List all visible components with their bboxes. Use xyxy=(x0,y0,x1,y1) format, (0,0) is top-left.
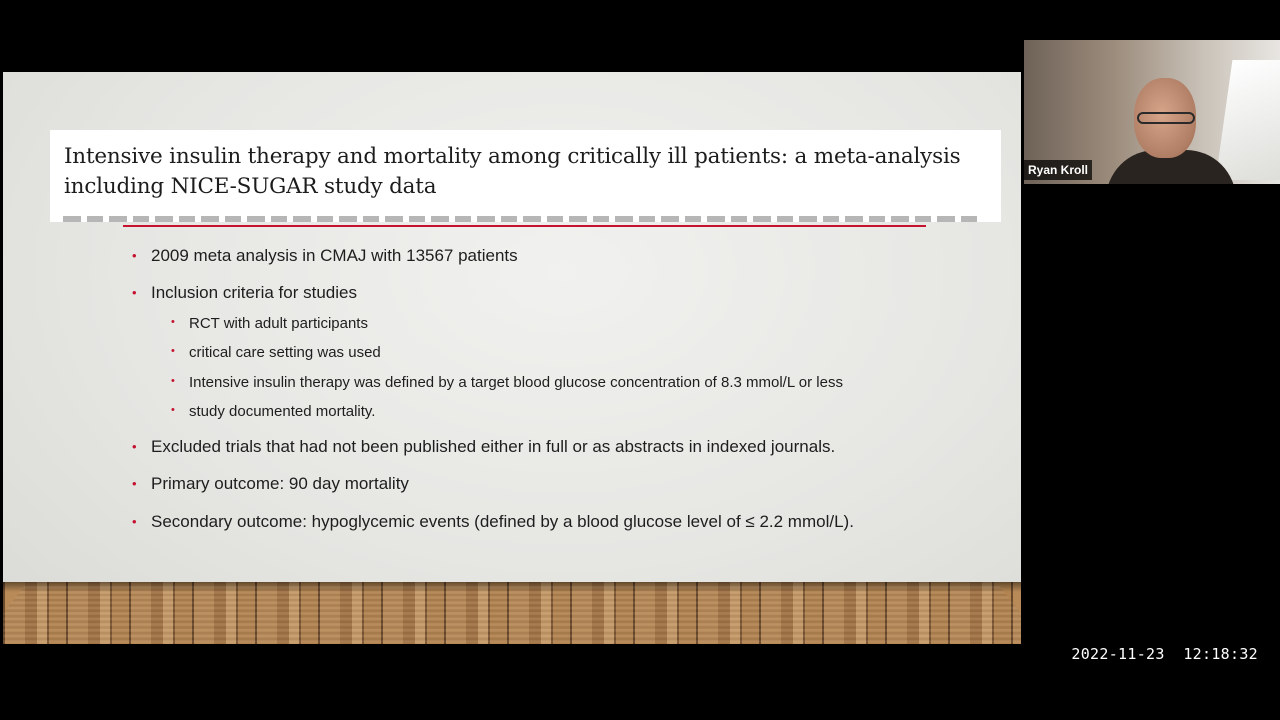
bullet-marker: • xyxy=(132,476,137,491)
sub-bullet-item xyxy=(171,315,368,332)
bullet-item xyxy=(132,474,409,494)
authors-line xyxy=(63,216,983,222)
slide-content xyxy=(3,72,1021,582)
bullet-marker: • xyxy=(171,375,175,387)
bullet-marker: • xyxy=(171,404,175,416)
bullet-marker: • xyxy=(132,514,137,529)
bullet-item xyxy=(132,437,836,457)
title-box xyxy=(50,130,1001,222)
bullet-item xyxy=(132,512,854,532)
presentation-slide xyxy=(3,72,1021,644)
participant-name-label: Ryan Kroll xyxy=(1024,160,1092,180)
bullet-text: Inclusion criteria for studies xyxy=(151,283,357,302)
bullet-marker: • xyxy=(132,439,137,454)
bullet-marker: • xyxy=(171,316,175,328)
sub-bullet-item xyxy=(171,374,843,391)
bullet-item xyxy=(132,283,357,303)
background-window xyxy=(1216,60,1280,180)
wood-grain-texture xyxy=(3,586,1021,642)
glasses xyxy=(1137,112,1195,124)
recording-timestamp: 2022-11-23 12:18:32 xyxy=(1071,645,1258,663)
bullet-text: 2009 meta analysis in CMAJ with 13567 patients xyxy=(151,246,518,265)
bullet-text: critical care setting was used xyxy=(189,344,381,361)
sub-bullet-item xyxy=(171,344,381,361)
bullet-marker: • xyxy=(171,345,175,357)
bullet-text: Intensive insulin therapy was defined by a target blood glucose concentration of 8.3 mmol/L or less xyxy=(189,374,843,391)
bullet-marker: • xyxy=(132,248,137,263)
wood-floor-background xyxy=(3,582,1021,644)
bullet-text: Secondary outcome: hypoglycemic events (defined by a blood glucose level of ≤ 2.2 mmol/L). xyxy=(151,512,854,531)
bullet-text: Excluded trials that had not been published either in full or as abstracts in indexed journals. xyxy=(151,437,836,456)
slide-title: Intensive insulin therapy and mortality among critically ill patients: a meta-analysis including NICE-SUGAR study data xyxy=(64,144,961,199)
bullet-marker: • xyxy=(132,285,137,300)
bullet-text: Primary outcome: 90 day mortality xyxy=(151,474,409,493)
bullet-text: RCT with adult participants xyxy=(189,315,368,332)
title-underline xyxy=(123,225,926,227)
bullet-item xyxy=(132,246,518,266)
bullet-text: study documented mortality. xyxy=(189,403,376,420)
sub-bullet-item xyxy=(171,403,376,420)
